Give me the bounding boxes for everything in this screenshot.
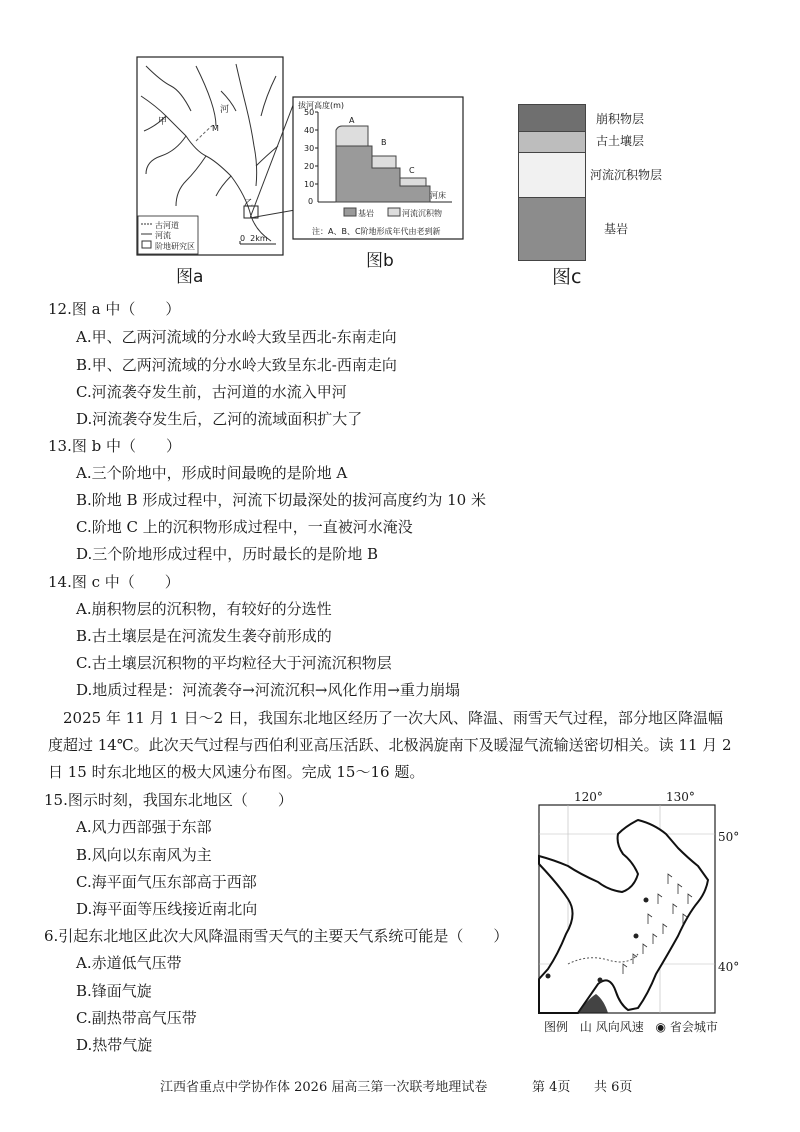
layer-paleosol [518,131,586,153]
option-d: D.地质过程是：河流袭夺→河流沉积→风化作用→重力崩塌 [76,681,460,699]
lon-label-130: 130° [666,790,695,804]
option-c: C.古土壤层沉积物的平均粒径大于河流沉积物层 [76,654,392,672]
layer-fluvial [518,152,586,198]
ytick-0: 0 [308,197,314,206]
label-he: 河 [220,105,230,115]
layer-label-colluvium: 崩积物层 [596,112,645,126]
ytick-20: 20 [304,162,315,171]
figure-c [518,104,668,260]
label-jia: 甲 [158,117,168,127]
legend-bedrock: 基岩 [358,209,374,218]
terrace-b-label: B [381,138,387,147]
legend-study-area: 阶地研究区 [155,242,195,251]
option-c: C.河流袭夺发生前，古河道的水流入甲河 [76,383,347,401]
layer-label-bedrock: 基岩 [604,222,629,236]
option-d: D.热带气旋 [76,1036,153,1054]
figure-b-caption: 图b [366,251,394,271]
lat-label-40: 40° [718,960,740,974]
terrace-a-label: A [349,116,355,125]
option-a: A.赤道低气压带 [76,954,182,972]
passage-line: 度超过 14℃。此次天气过程与西伯利亚高压活跃、北极涡旋南下及暖湿气流输送密切相关。读 11 月 2 [48,736,732,754]
passage-line: 2025 年 11 月 1 日～2 日，我国东北地区经历了一次大风、降温、雨雪天气过程，部分地区降温幅 [48,709,723,727]
northeast-china-map [538,804,718,1016]
footer-page: 第 4页 [532,1080,571,1095]
legend-old-channel: 古河道 [155,221,179,230]
question-stem: 13.图 b 中（ ） [48,437,181,455]
city-dot-icon: ◉ [655,1020,667,1034]
option-d: D.海平面等压线接近南北向 [76,900,258,918]
layer-bedrock [518,197,586,261]
option-b: B.风向以东南风为主 [76,846,212,864]
y-axis-label: 拔河高度(m) [298,101,345,110]
legend-wind: 风向风速 [595,1020,644,1034]
ytick-30: 30 [304,144,315,153]
option-c: C.阶地 C 上的沉积物形成过程中，一直被河水淹没 [76,518,413,536]
map-legend [544,1018,718,1035]
question-stem: 15.图示时刻，我国东北地区（ ） [44,791,293,809]
option-b: B.阶地 B 形成过程中，河流下切最深处的拔河高度约为 10 米 [76,491,486,509]
scale-bar-label: 0 2km [240,234,268,243]
legend-city: 省会城市 [669,1020,718,1034]
figure-b [292,96,464,240]
layer-label-paleosol: 古土壤层 [596,134,645,148]
option-c: C.海平面气压东部高于西部 [76,873,257,891]
footer-title: 江西省重点中学协作体 2026 届高三第一次联考地理试卷 [160,1080,488,1095]
question-stem: 12.图 a 中（ ） [48,300,181,318]
option-a: A.崩积物层的沉积物，有较好的分选性 [76,600,332,618]
label-yi: 乙 [244,199,254,209]
wind-barb-icon: 山 [579,1020,592,1034]
option-b: B.甲、乙两河流域的分水岭大致呈东北-西南走向 [76,356,397,374]
passage-line: 日 15 时东北地区的极大风速分布图。完成 15～16 题。 [48,763,425,781]
option-a: A.三个阶地中，形成时间最晚的是阶地 A [76,464,348,482]
ytick-10: 10 [304,180,315,189]
option-d: D.三个阶地形成过程中，历时最长的是阶地 B [76,545,379,563]
layer-label-fluvial: 河流沉积物层 [590,168,663,182]
option-a: A.风力西部强于东部 [76,818,212,836]
riverbed-label: 河床 [430,191,446,200]
option-b: B.锋面气旋 [76,982,152,1000]
wind-speed-map [534,790,744,1038]
question-stem: 6.引起东北地区此次大风降温雨雪天气的主要天气系统可能是（ ） [44,927,509,945]
layer-colluvium [518,104,586,132]
lon-label-120: 120° [574,790,603,804]
option-d: D.河流袭夺发生后，乙河的流域面积扩大了 [76,410,363,428]
legend-title: 图例 [544,1020,569,1034]
ytick-50: 50 [304,108,315,117]
lat-label-50: 50° [718,830,740,844]
option-a: A.甲、乙两河流域的分水岭大致呈西北-东南走向 [76,328,397,346]
chart-note: 注：A、B、C阶地形成年代由老到新 [312,227,441,236]
legend-river-sediment: 河流沉积物 [402,209,442,218]
option-c: C.副热带高气压带 [76,1009,197,1027]
question-stem: 14.图 c 中（ ） [48,573,180,591]
terrace-c-label: C [409,166,415,175]
footer-total: 共 6页 [594,1080,633,1095]
figure-c-caption: 图c [552,266,582,288]
legend-river: 河流 [155,231,171,240]
figure-a-caption: 图a [176,267,204,287]
label-m: M [212,124,219,133]
option-b: B.古土壤层是在河流发生袭夺前形成的 [76,627,332,645]
ytick-40: 40 [304,126,315,135]
